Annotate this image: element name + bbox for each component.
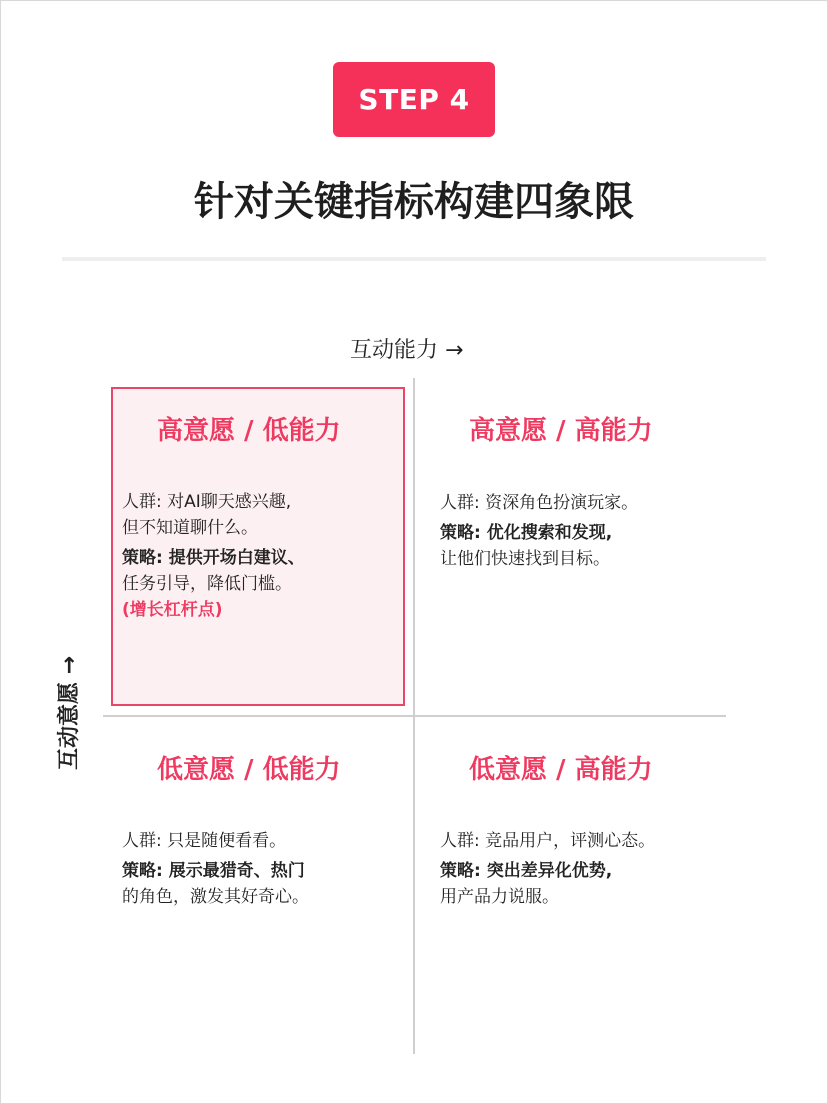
strategy-bold: 展示最猎奇、热门 [168, 861, 305, 881]
quadrant-body-high-will-low-ability [122, 489, 392, 623]
strategy-line: 让他们快速找到目标。 [440, 549, 610, 569]
strategy-bold: 优化搜索和发现, [486, 523, 613, 543]
growth-lever-note: (增长杠杆点) [122, 600, 223, 620]
step-badge: STEP 4 [333, 62, 495, 137]
audience-line: 人群: 资深角色扮演玩家。 [440, 493, 639, 513]
audience-line: 人群: 对AI聊天感兴趣, [122, 492, 292, 512]
strategy-prefix: 策略: [440, 523, 487, 543]
horizontal-axis-line [103, 715, 726, 717]
quadrant-body-high-will-high-ability [440, 490, 710, 572]
quadrant-title-low-will-low-ability: 低意愿 / 低能力 [157, 755, 341, 785]
strategy-prefix: 策略: [122, 548, 169, 568]
audience-line: 但不知道聊什么。 [122, 518, 258, 538]
audience-line: 人群: 只是随便看看。 [122, 831, 287, 851]
x-axis-label: 互动能力 → [350, 338, 464, 363]
strategy-prefix: 策略: [122, 861, 169, 881]
strategy-bold: 突出差异化优势, [486, 861, 613, 881]
strategy-line [122, 545, 392, 571]
quadrant-title-low-will-high-ability: 低意愿 / 高能力 [469, 755, 653, 785]
quadrant-body-low-will-low-ability [122, 828, 392, 910]
quadrant-title-high-will-high-ability: 高意愿 / 高能力 [469, 416, 653, 446]
y-axis-label: 互动意愿 → [57, 655, 82, 770]
strategy-line [440, 520, 710, 546]
strategy-line: 用产品力说服。 [440, 887, 559, 907]
strategy-line [440, 858, 710, 884]
title-divider [62, 257, 766, 261]
strategy-line [122, 858, 392, 884]
quadrant-body-low-will-high-ability [440, 828, 710, 910]
strategy-line: 的角色，激发其好奇心。 [122, 887, 309, 907]
strategy-prefix: 策略: [440, 861, 487, 881]
audience-line: 人群: 竞品用户，评测心态。 [440, 831, 656, 851]
strategy-bold: 提供开场白建议、 [168, 548, 305, 568]
quadrant-title-high-will-low-ability: 高意愿 / 低能力 [157, 416, 341, 446]
strategy-line: 任务引导，降低门槛。 [122, 574, 292, 594]
page-title: 针对关键指标构建四象限 [194, 179, 634, 225]
